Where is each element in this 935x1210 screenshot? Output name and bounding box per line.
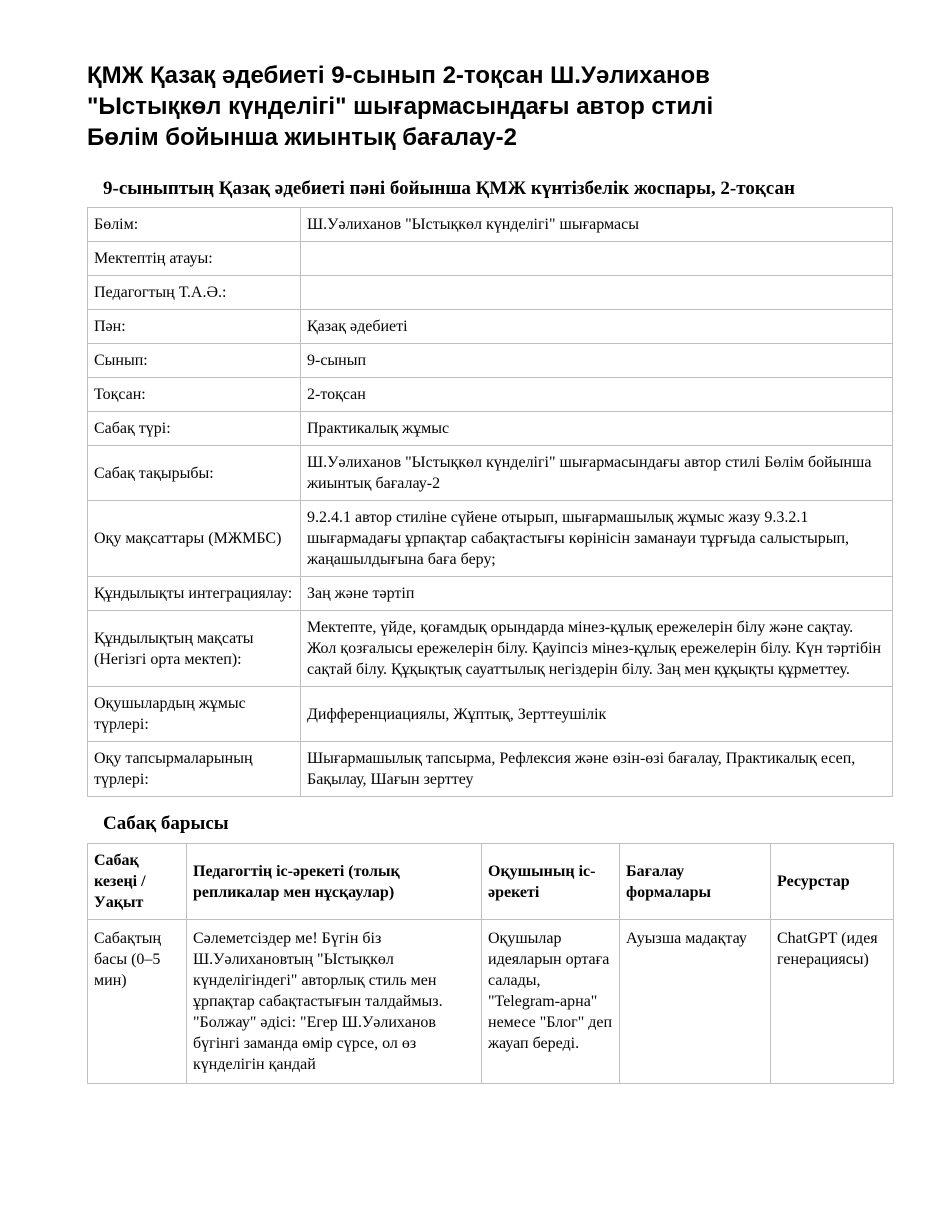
info-label: Педагогтың Т.А.Ә.: [88, 276, 301, 310]
lesson-heading: Сабақ барысы [103, 813, 229, 834]
info-label: Пән: [88, 310, 301, 344]
document-page [87, 60, 893, 1084]
info-value: Шығармашылық тапсырма, Рефлексия және өзін-өзі бағалау, Практикалық есеп, Бақылау, Шағын зерттеу [301, 742, 893, 797]
table-row [88, 208, 893, 242]
document-title [87, 60, 893, 153]
column-header-teacher: Педагогтің іс-әрекеті (толық репликалар мен нұсқаулар) [187, 844, 482, 920]
info-value: Ш.Уәлиханов "Ыстықкөл күнделігі" шығармасындағы автор стилі Бөлім бойынша жиынтық бағалау-2 [301, 446, 893, 501]
info-label: Сынып: [88, 344, 301, 378]
info-value: Ш.Уәлиханов "Ыстықкөл күнделігі" шығармасы [301, 208, 893, 242]
table-header-row [88, 844, 894, 920]
info-value [301, 276, 893, 310]
table-row [88, 501, 893, 577]
resources-cell: ChatGPT (идея генерациясы) [771, 920, 894, 1084]
info-label: Мектептің атауы: [88, 242, 301, 276]
info-value [301, 242, 893, 276]
info-label: Сабақ түрі: [88, 412, 301, 446]
info-label: Құндылықты интеграциялау: [88, 577, 301, 611]
info-value: Мектепте, үйде, қоғамдық орындарда мінез-құлық ережелерін білу және сақтау. Жол қозғалысы ережелерін білу. Қауіпсіз мінез-құлық ережелерін білу. Күн тәртібін сақтай білу. Құқықтық сауаттылық негіздерін білу. Заң мен құқықты құрметтеу. [301, 611, 893, 687]
title-line: "Ыстықкөл күнделігі" шығармасындағы автор стилі [87, 93, 714, 120]
info-value: Қазақ әдебиеті [301, 310, 893, 344]
table-row [88, 276, 893, 310]
info-value: 9.2.4.1 автор стиліне сүйене отырып, шығармашылық жұмыс жазу 9.3.2.1 шығармадағы ұрпақтар сабақтастығы көрінісін заманауи тұрғыда салыстырып, жаңашылдығына баға беру; [301, 501, 893, 577]
info-label: Оқушылардың жұмыс түрлері: [88, 687, 301, 742]
info-label: Құндылықтың мақсаты (Негізгі орта мектеп): [88, 611, 301, 687]
plan-heading: 9-сыныптың Қазақ әдебиеті пәні бойынша ҚМЖ күнтізбелік жоспары, 2-тоқсан [103, 178, 795, 199]
lesson-flow-table [87, 843, 894, 1084]
title-line: Бөлім бойынша жиынтық бағалау-2 [87, 124, 517, 151]
table-row [88, 378, 893, 412]
table-row [88, 687, 893, 742]
lesson-info-table [87, 207, 893, 797]
column-header-resources: Ресурстар [771, 844, 894, 920]
student-activity-cell: Оқушылар идеяларын ортаға салады, "Telegram-арна" немесе "Блог" деп жауап береді. [482, 920, 620, 1084]
info-label: Тоқсан: [88, 378, 301, 412]
info-value: 9-сынып [301, 344, 893, 378]
table-row [88, 242, 893, 276]
table-row [88, 412, 893, 446]
info-value: Дифференциациялы, Жұптық, Зерттеушілік [301, 687, 893, 742]
column-header-stage: Сабақ кезеңі / Уақыт [88, 844, 187, 920]
table-row [88, 611, 893, 687]
table-row [88, 920, 894, 1084]
teacher-activity-cell: Сәлеметсіздер ме! Бүгін біз Ш.Уәлихановтың "Ыстықкөл күнделігіндегі" авторлық стиль мен ұрпақтар сабақтастығын талдаймыз. "Болжау" әдісі: "Егер Ш.Уәлиханов бүгінгі заманда өмір сүрсе, ол өз күнделігін қандай [187, 920, 482, 1084]
info-value: Практикалық жұмыс [301, 412, 893, 446]
table-row [88, 344, 893, 378]
info-label: Оқу тапсырмаларының түрлері: [88, 742, 301, 797]
title-line: ҚМЖ Қазақ әдебиеті 9-сынып 2-тоқсан Ш.Уәлиханов [87, 62, 710, 89]
info-value: Заң және тәртіп [301, 577, 893, 611]
stage-cell: Сабақтың басы (0–5 мин) [88, 920, 187, 1084]
column-header-assessment: Бағалау формалары [620, 844, 771, 920]
info-label: Бөлім: [88, 208, 301, 242]
table-row [88, 310, 893, 344]
info-value: 2-тоқсан [301, 378, 893, 412]
assessment-cell: Ауызша мадақтау [620, 920, 771, 1084]
column-header-student: Оқушының іс-әрекеті [482, 844, 620, 920]
info-label: Сабақ тақырыбы: [88, 446, 301, 501]
table-row [88, 446, 893, 501]
table-row [88, 742, 893, 797]
info-label: Оқу мақсаттары (МЖМБС) [88, 501, 301, 577]
table-row [88, 577, 893, 611]
